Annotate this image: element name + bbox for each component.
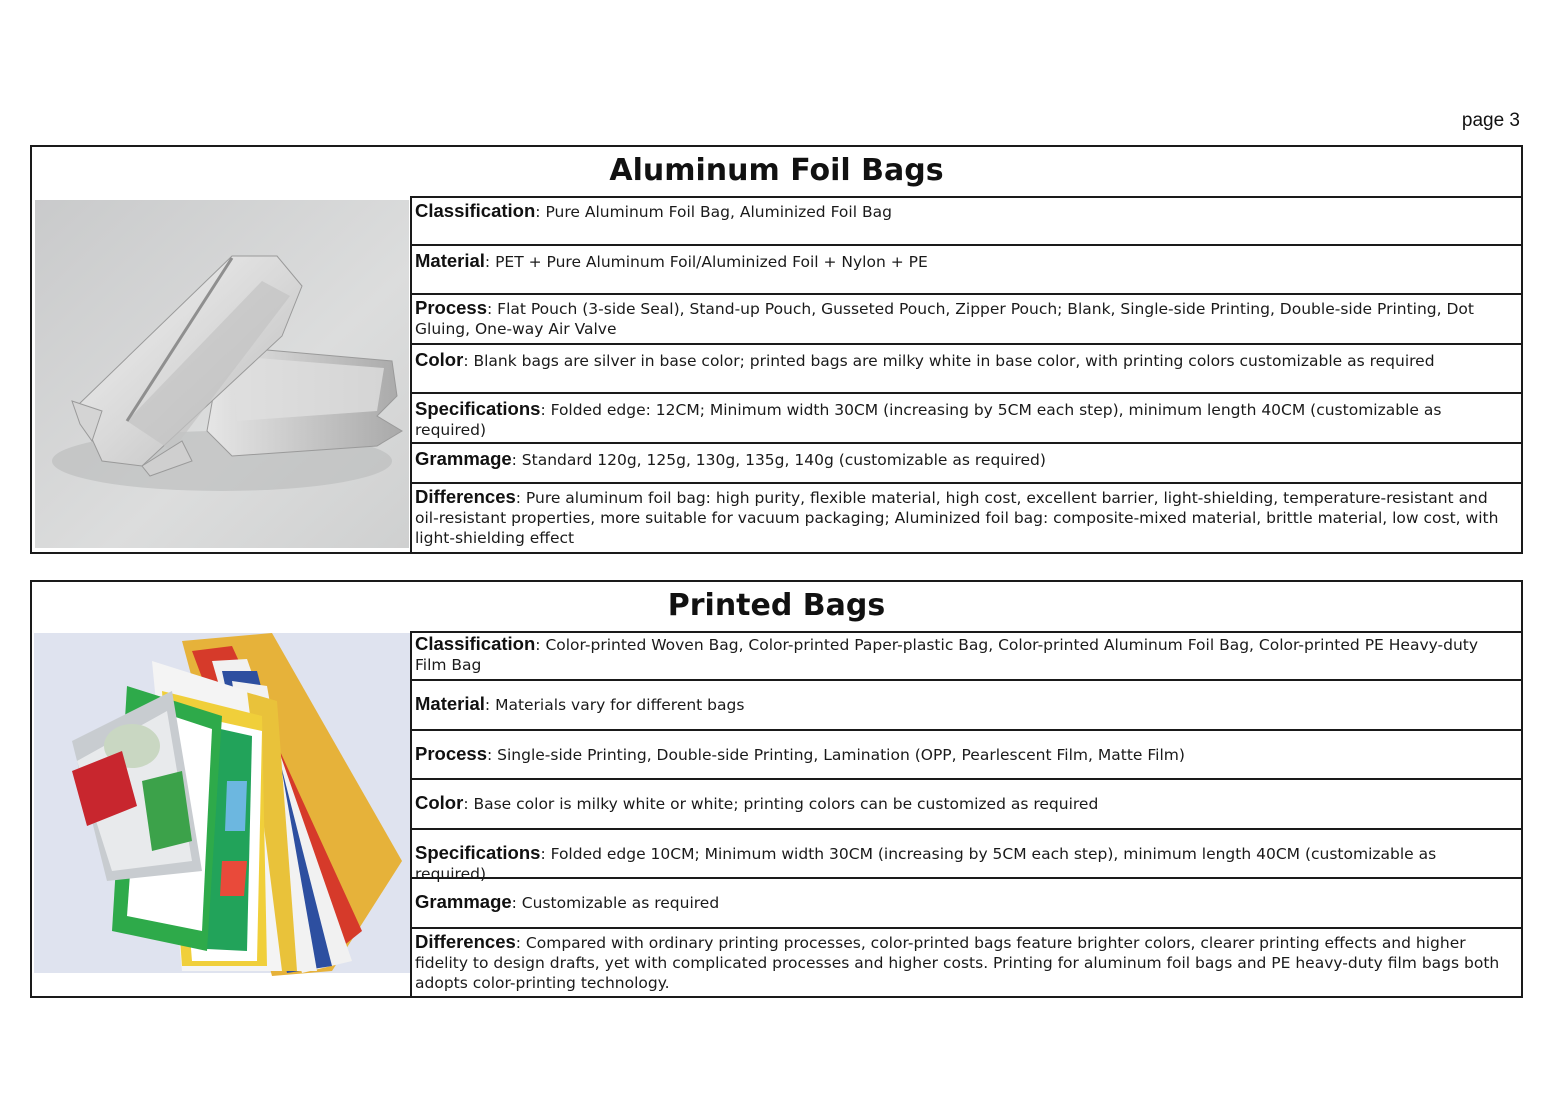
row-text: : Blank bags are silver in base color; printed bags are milky white in base color, with printing colors customizable as required <box>463 352 1435 370</box>
table-row <box>412 929 1521 996</box>
row-label: Classification <box>415 200 536 221</box>
row-label: Specifications <box>415 842 541 863</box>
row-label: Process <box>415 743 487 764</box>
table-row <box>412 196 1521 246</box>
row-label: Differences <box>415 486 516 507</box>
row-text: : Folded edge 10CM; Minimum width 30CM (increasing by 5CM each step), minimum length 40CM (customizable as required) <box>415 845 1437 883</box>
section-title: Printed Bags <box>32 582 1521 633</box>
row-text: : Pure aluminum foil bag: high purity, flexible material, high cost, excellent barrier, light-shielding, temperature-resistant and oil-resistant properties, more suitable for vacuum packaging; Aluminized foil bag: composite-mixed material, brittle material, low cost, with light-shielding effect <box>415 489 1499 547</box>
row-text: : Base color is milky white or white; printing colors can be customized as required <box>463 795 1099 813</box>
row-text: : Standard 120g, 125g, 130g, 135g, 140g (customizable as required) <box>511 451 1046 469</box>
row-label: Differences <box>415 931 516 952</box>
printed-bags-table <box>30 580 1523 998</box>
aluminum-foil-bags-table <box>30 145 1523 554</box>
page-number: page 3 <box>1461 110 1520 131</box>
row-label: Grammage <box>415 891 512 912</box>
row-label: Material <box>415 250 485 271</box>
row-text: : Color-printed Woven Bag, Color-printed Paper-plastic Bag, Color-printed Aluminum Foil Bag, Color-printed PE Heavy-duty Film Bag <box>415 636 1479 674</box>
row-label: Grammage <box>415 448 512 469</box>
table-row <box>412 830 1521 883</box>
table-row <box>412 731 1521 780</box>
row-label: Process <box>415 297 487 318</box>
row-text: : Compared with ordinary printing processes, color-printed bags feature brighter colors, clearer printing effects and higher fidelity to design drafts, yet with complicated processes and higher costs. Printing for aluminum foil bags and PE heavy-duty film bags both adopts color-printing technology. <box>415 934 1500 992</box>
table-row <box>412 681 1521 731</box>
table-row <box>412 345 1521 394</box>
row-label: Classification <box>415 633 536 654</box>
table-row <box>412 879 1521 929</box>
row-text: : Flat Pouch (3-side Seal), Stand-up Pouch, Gusseted Pouch, Zipper Pouch; Blank, Single-side Printing, Double-side Printing, Dot Gluing, One-way Air Valve <box>415 300 1474 338</box>
table-row <box>412 394 1521 444</box>
row-text: : Materials vary for different bags <box>484 696 745 714</box>
table-row <box>412 631 1521 681</box>
row-text: : Pure Aluminum Foil Bag, Aluminized Foil Bag <box>535 203 892 221</box>
printed-bags-details <box>412 631 1521 996</box>
table-row <box>412 780 1521 830</box>
aluminum-foil-bag-photo <box>32 196 412 552</box>
aluminum-foil-bags-details <box>412 196 1521 552</box>
row-label: Color <box>415 792 464 813</box>
table-row <box>412 484 1521 552</box>
row-text: : PET + Pure Aluminum Foil/Aluminized Foil + Nylon + PE <box>484 253 928 271</box>
section-title: Aluminum Foil Bags <box>32 147 1521 198</box>
row-text: : Customizable as required <box>511 894 720 912</box>
row-text: : Single-side Printing, Double-side Printing, Lamination (OPP, Pearlescent Film, Matte Film) <box>487 746 1185 764</box>
table-row <box>412 246 1521 295</box>
table-row <box>412 444 1521 484</box>
row-label: Specifications <box>415 398 541 419</box>
row-label: Color <box>415 349 464 370</box>
row-label: Material <box>415 693 485 714</box>
printed-bags-photo <box>32 631 412 996</box>
row-text: : Folded edge: 12CM; Minimum width 30CM (increasing by 5CM each step), minimum length 40CM (customizable as required) <box>415 401 1442 439</box>
table-row <box>412 295 1521 345</box>
